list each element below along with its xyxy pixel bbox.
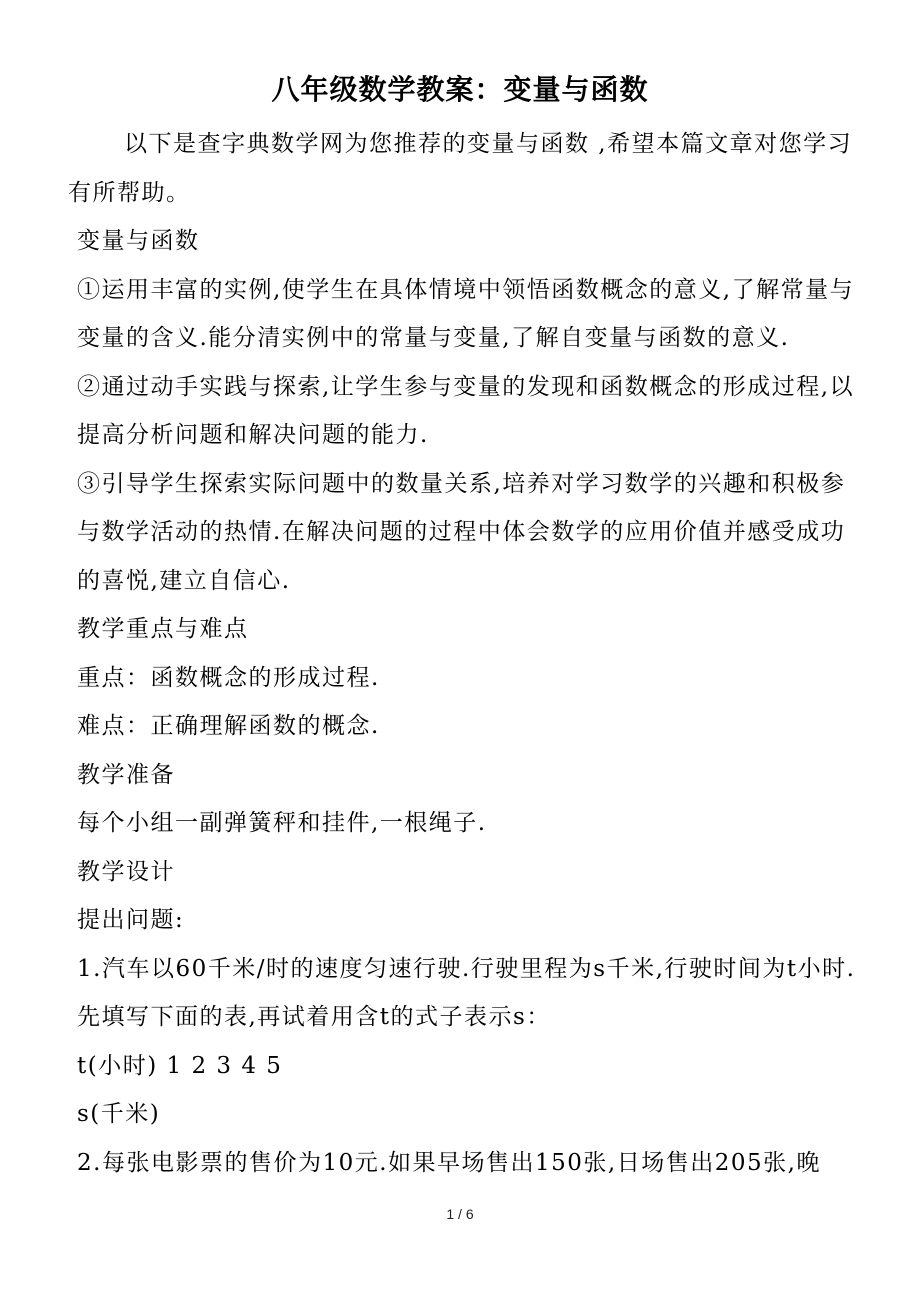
document-body (68, 120, 858, 1187)
document-title: 八年级数学教案：变量与函数 (271, 73, 649, 106)
page-number: 1 / 6 (446, 1206, 474, 1222)
intro-paragraph: 以下是查字典数学网为您推荐的变量与函数 ,希望本篇文章对您学习有所帮助。 (68, 131, 853, 206)
question-1: 1.汽车以60千米/时的速度匀速行驶.行驶里程为s千米,行驶时间为t小时.先填写下面的表,再试着用含t的式子表示s： (77, 955, 856, 1030)
table-row-distance: s(千米) (77, 1101, 161, 1127)
objective-2: ②通过动手实践与探索,让学生参与变量的发现和函数概念的形成过程,以提高分析问题和解决问题的能力. (77, 373, 855, 448)
section-heading-preparation: 教学准备 (77, 761, 175, 788)
objective-3: ③引导学生探索实际问题中的数量关系,培养对学习数学的兴趣和积极参与数学活动的热情.在解决问题的过程中体会数学的应用价值并感受成功的喜悦,建立自信心. (77, 470, 846, 594)
section-heading-design: 教学设计 (77, 858, 175, 885)
difficult-point: 难点：正确理解函数的概念. (77, 713, 380, 739)
question-2: 2.每张电影票的售价为10元.如果早场售出150张,日场售出205张,晚 (77, 1149, 821, 1176)
objective-1: ①运用丰富的实例,使学生在具体情境中领悟函数概念的意义,了解常量与变量的含义.能分清实例中的常量与变量,了解自变量与函数的意义. (77, 276, 855, 351)
section-heading-key-points: 教学重点与难点 (77, 616, 249, 642)
key-point: 重点：函数概念的形成过程. (77, 664, 380, 691)
section-heading-variables-functions: 变量与函数 (77, 228, 200, 254)
questions-heading: 提出问题: (77, 907, 185, 933)
preparation-text: 每个小组一副弹簧秤和挂件,一根绳子. (77, 810, 487, 836)
table-row-time: t(小时) 1 2 3 4 5 (77, 1052, 283, 1079)
